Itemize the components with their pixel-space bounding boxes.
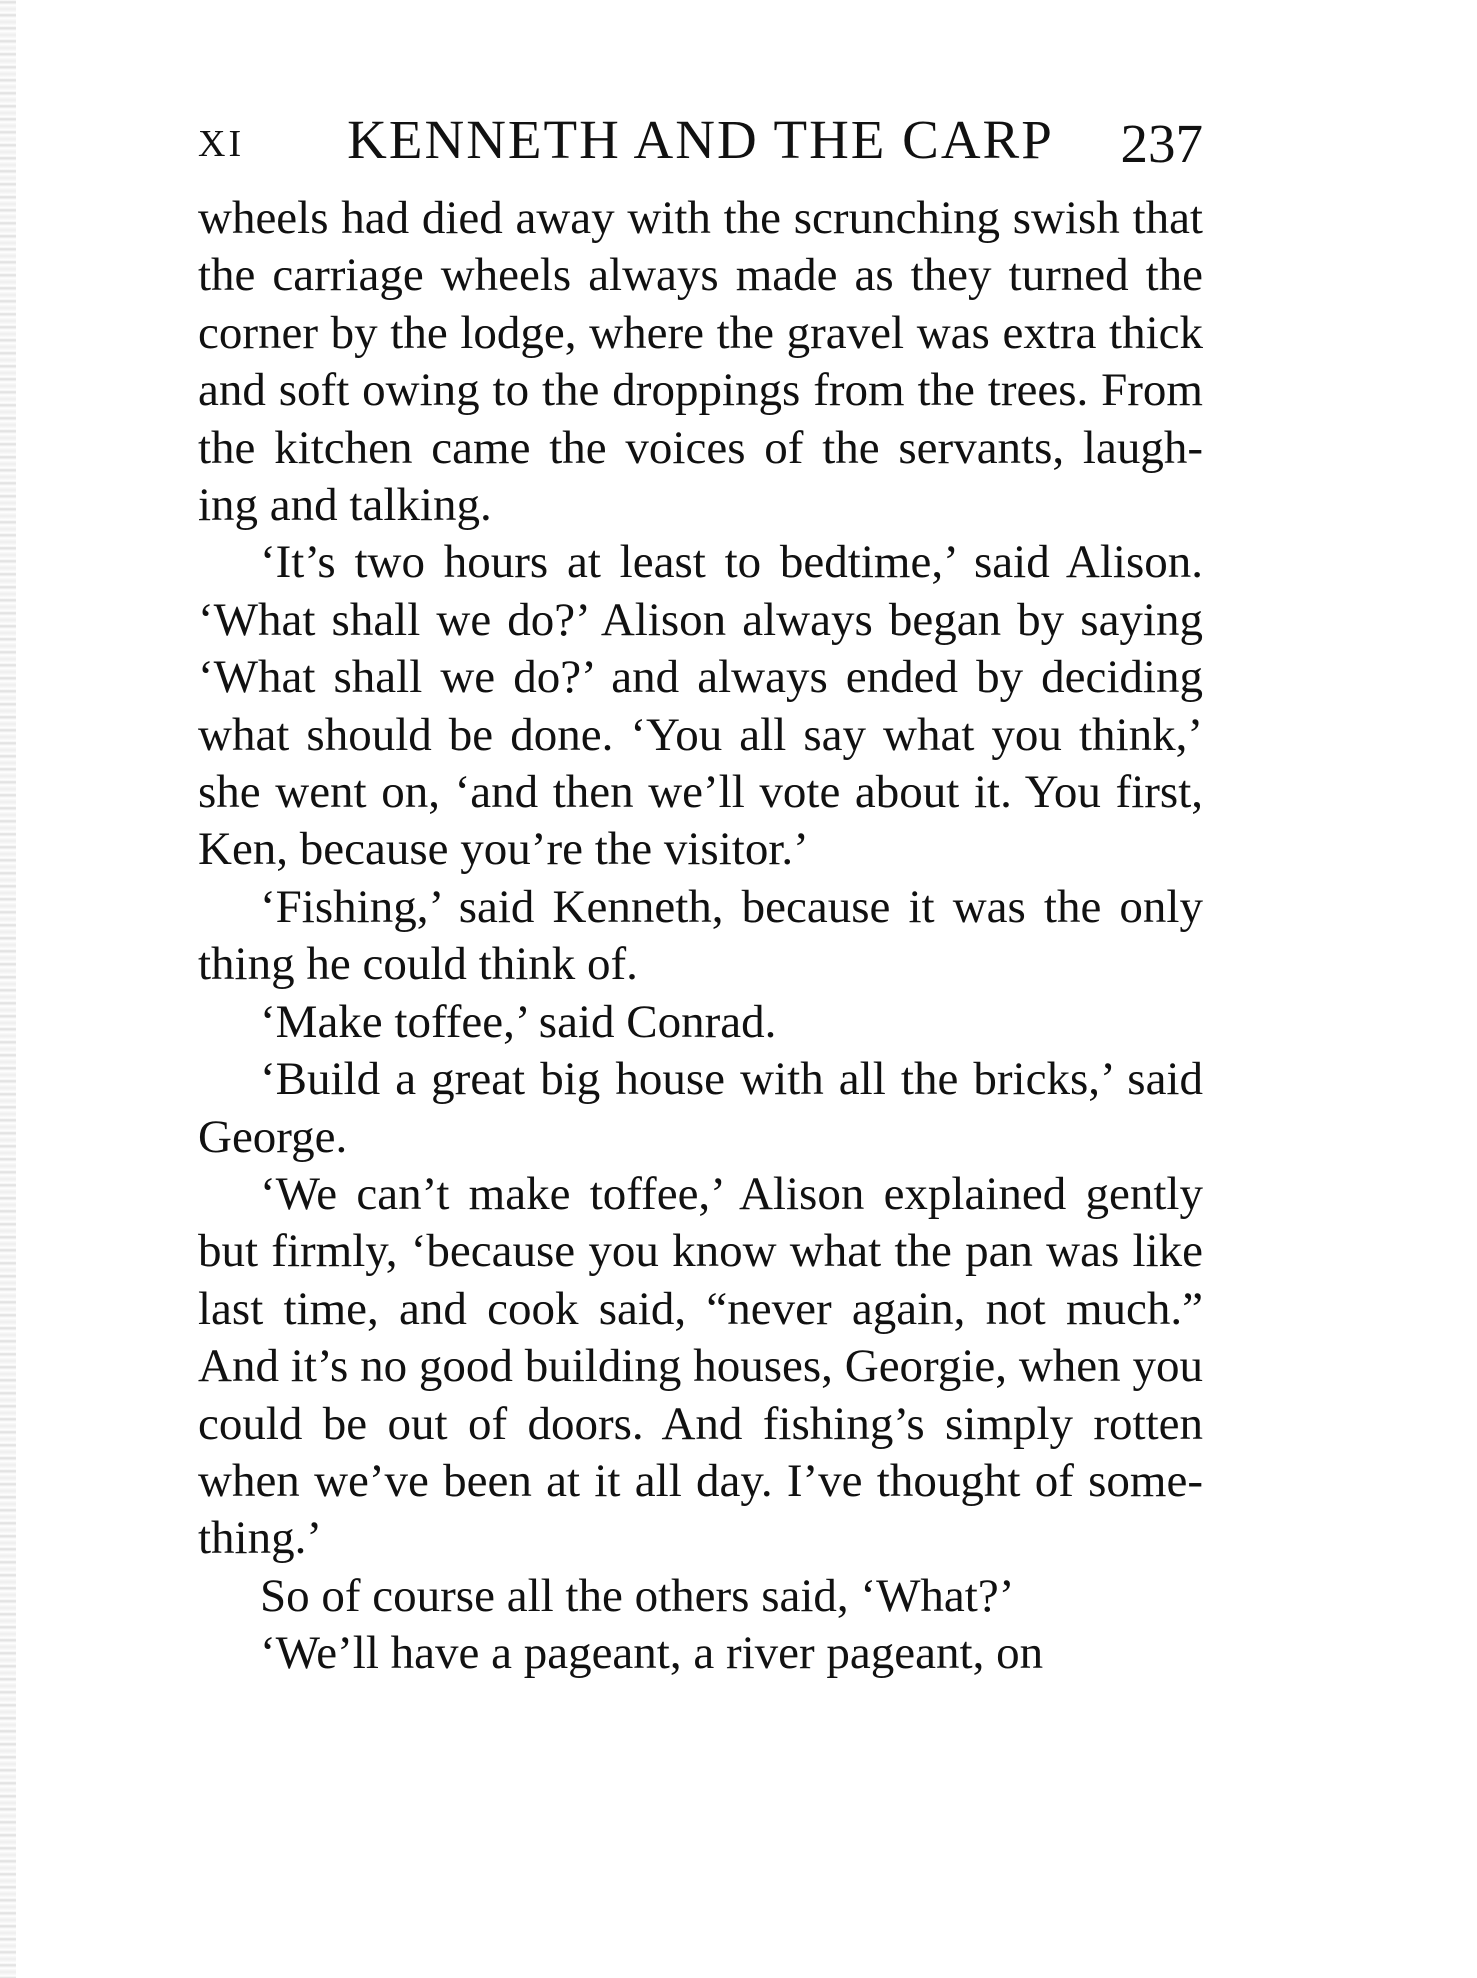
paragraph: ‘It’s two hours at least to bedtime,’ said Alison. ‘What shall we do?’ Alison always began by saying ‘What shall we do?’ and always ended by deciding what should be done. ‘You all say what you think,’ she went on, ‘and then we’ll vote about it. You first, Ken, because you’re the visitor.’ — [198, 536, 1203, 876]
running-header — [198, 100, 1203, 180]
paragraph: ‘We’ll have a pageant, a river pageant, on — [260, 1627, 1044, 1680]
paragraph: wheels had died away with the scrunching swish that the carriage wheels always made as they turned the corner by the lodge, where the gravel was extra thick and soft owing to the droppings from the trees. From the kitchen came the voices of the servants, laugh- ing and talking. — [198, 192, 1203, 532]
page-number: 237 — [1120, 113, 1203, 174]
paragraph: ‘We can’t make toffee,’ Alison explained gently but firmly, ‘because you know what the pan was like last time, and cook said, “never again, not much.” And it’s no good building houses, Georgie, when you could be out of doors. And fishing’s simply rotten when we’ve been at it all day. I’ve thought of some- thing.’ — [198, 1167, 1203, 1565]
paragraph: ‘Build a great big house with all the bricks,’ said George. — [198, 1053, 1203, 1163]
paragraph: ‘Make toffee,’ said Conrad. — [260, 995, 777, 1048]
body-text — [198, 190, 1203, 1683]
paragraph: ‘Fishing,’ said Kenneth, because it was the only thing he could think of. — [198, 880, 1203, 991]
chapter-title: KENNETH AND THE CARP — [347, 109, 1054, 170]
paragraph: So of course all the others said, ‘What?’ — [260, 1569, 1015, 1622]
chapter-number: XI — [198, 123, 245, 165]
scan-gutter-edge — [0, 0, 16, 1978]
